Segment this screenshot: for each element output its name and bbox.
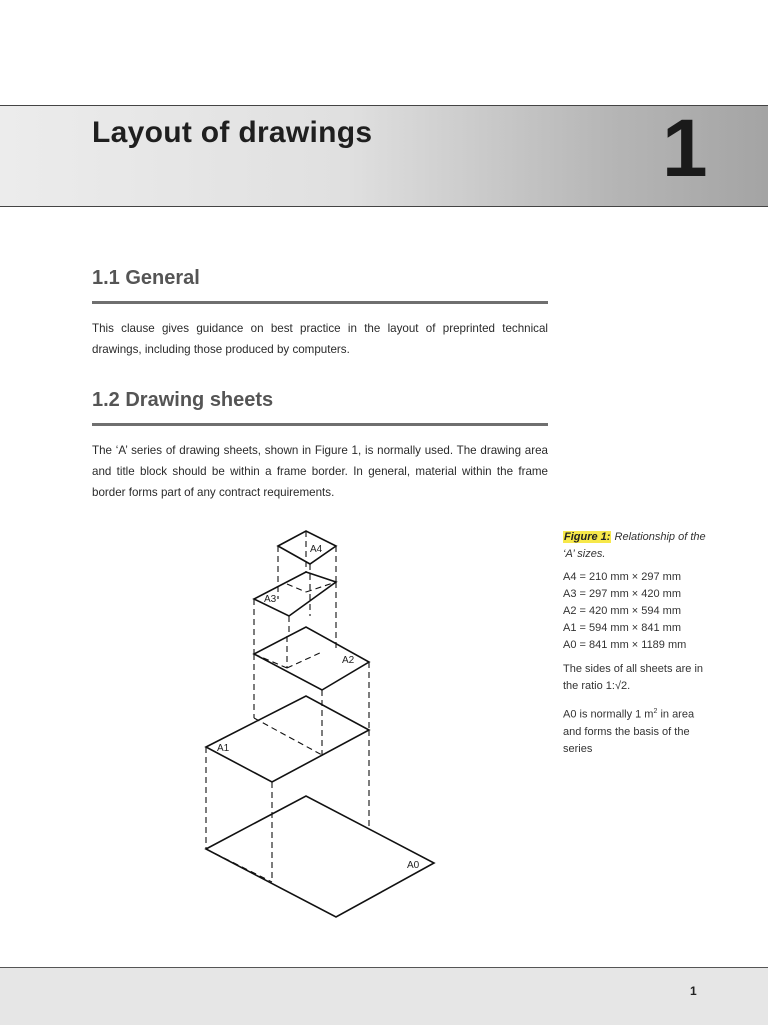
size-item: A4 = 210 mm × 297 mm bbox=[563, 571, 681, 583]
section-heading-general: 1.1 General bbox=[92, 267, 200, 289]
sheet-label-a4: A4 bbox=[310, 544, 323, 555]
area-note-suffix: in area and forms the basis of the series bbox=[563, 708, 695, 755]
section-paragraph-general: This clause gives guidance on best practice in the layout of preprinted technical drawings, including those produced by computers. bbox=[92, 322, 548, 356]
figure-caption bbox=[563, 529, 713, 563]
sheet-label-a3: A3 bbox=[264, 594, 277, 605]
sheet-label-a0: A0 bbox=[407, 860, 420, 871]
sheet-label-a1: A1 bbox=[217, 743, 230, 754]
sheet-a0 bbox=[206, 796, 434, 917]
size-item: A2 = 420 mm × 594 mm bbox=[563, 605, 681, 617]
sheet-a1 bbox=[206, 696, 369, 782]
area-note-superscript: 2 bbox=[653, 708, 658, 715]
size-item: A0 = 841 mm × 1189 mm bbox=[563, 639, 687, 651]
hidden-edges bbox=[206, 531, 369, 882]
section-paragraph-drawing-sheets: The ‘A’ series of drawing sheets, shown in Figure 1, is normally used. The drawing area and title block should be within a frame border. In general, material within the frame border forms part of any contract requirements. bbox=[92, 444, 548, 499]
section-heading-drawing-sheets: 1.2 Drawing sheets bbox=[92, 389, 274, 411]
sheet-a4 bbox=[278, 531, 336, 564]
page-number: 1 bbox=[690, 984, 697, 998]
ratio-note: The sides of all sheets are in the ratio 1:√2. bbox=[563, 663, 704, 692]
size-item: A3 = 297 mm × 420 mm bbox=[563, 588, 681, 600]
size-item: A1 = 594 mm × 841 mm bbox=[563, 622, 681, 634]
page-footer-band bbox=[0, 967, 768, 1025]
chapter-title: Layout of drawings bbox=[92, 116, 373, 149]
sheet-outlines bbox=[206, 531, 434, 917]
figure-label: Figure 1: bbox=[564, 531, 611, 543]
figure-description: Relationship of the ‘A’ sizes. bbox=[563, 531, 706, 560]
area-note bbox=[563, 703, 713, 758]
chapter-number: 1 bbox=[662, 103, 708, 194]
sheet-label-a2: A2 bbox=[342, 655, 355, 666]
size-list bbox=[563, 569, 686, 654]
area-note-prefix: A0 is normally 1 m bbox=[563, 708, 654, 721]
